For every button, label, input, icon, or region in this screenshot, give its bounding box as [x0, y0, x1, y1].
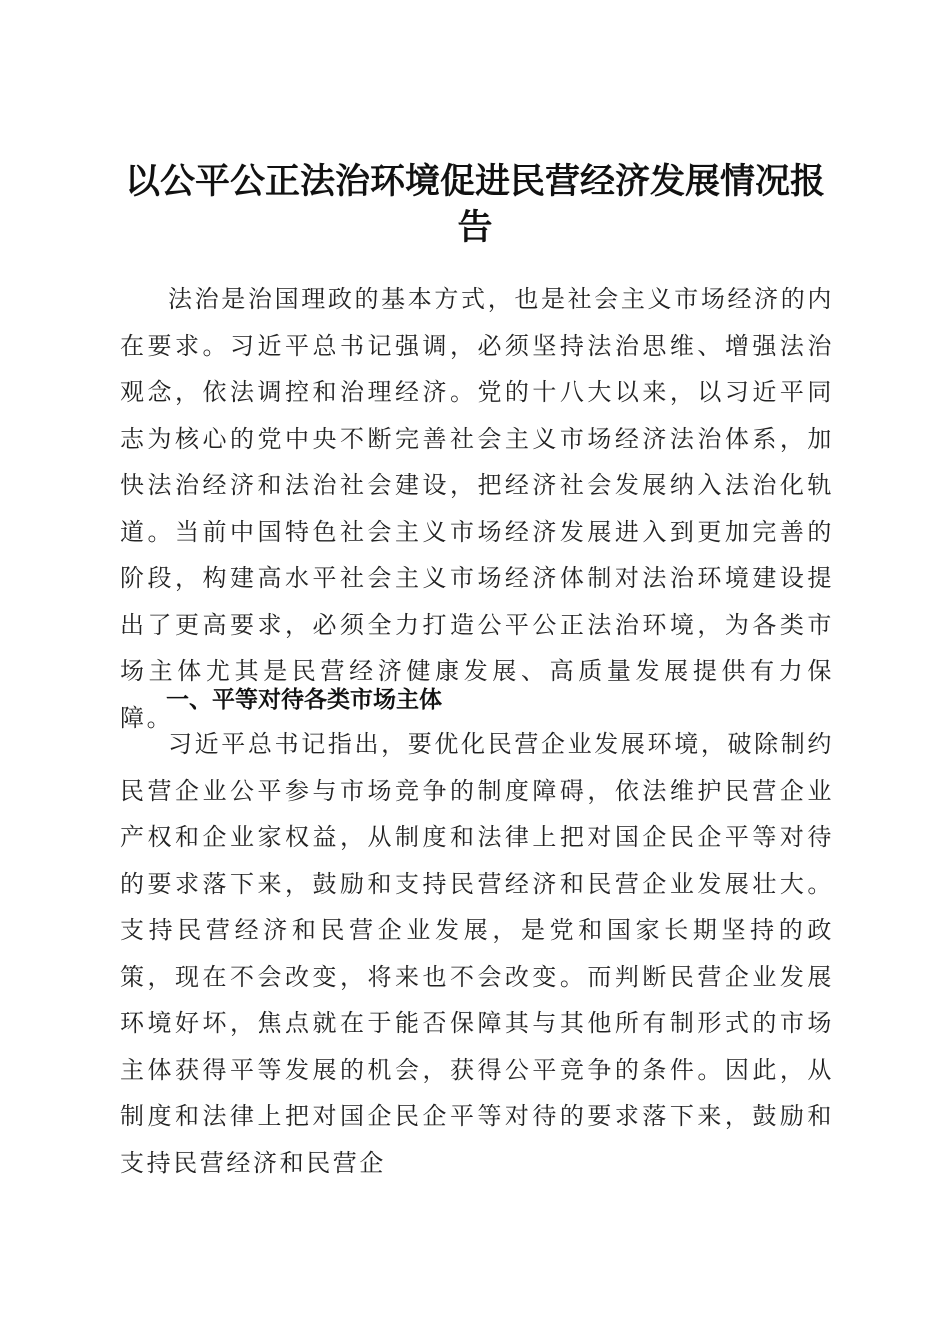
document-title: 以公平公正法治环境促进民营经济发展情况报告	[124, 161, 825, 249]
section-heading-1: 一、平等对待各类市场主体	[166, 687, 442, 713]
section-1-paragraph: 习近平总书记指出，要优化民营企业发展环境，破除制约民营企业公平参与市场竞争的制度障碍，依法维护民营企业产权和企业家权益，从制度和法律上把对国企民企平等对待的要求落下来，鼓励和支持民营经济和民营企业发展壮大。支持民营经济和民营企业发展，是党和国家长期坚持的政策，现在不会改变，将来也不会改变。而判断民营企业发展环境好坏，焦点就在于能否保障其与其他所有制形式的市场主体获得平等发展的机会，获得公平竞争的条件。因此，从制度和法律上把对国企民企平等对待的要求落下来，鼓励和支持民营经济和民营企	[120, 730, 834, 1177]
intro-paragraph: 法治是治国理政的基本方式，也是社会主义市场经济的内在要求。习近平总书记强调，必须坚持法治思维、增强法治观念，依法调控和治理经济。党的十八大以来，以习近平同志为核心的党中央不断完善社会主义市场经济法治体系，加快法治经济和法治社会建设，把经济社会发展纳入法治化轨道。当前中国特色社会主义市场经济发展进入到更加完善的阶段，构建高水平社会主义市场经济体制对法治环境建设提出了更高要求，必须全力打造公平公正法治环境，为各类市场主体尤其是民营经济健康发展、高质量发展提供有力保障。	[120, 285, 834, 732]
